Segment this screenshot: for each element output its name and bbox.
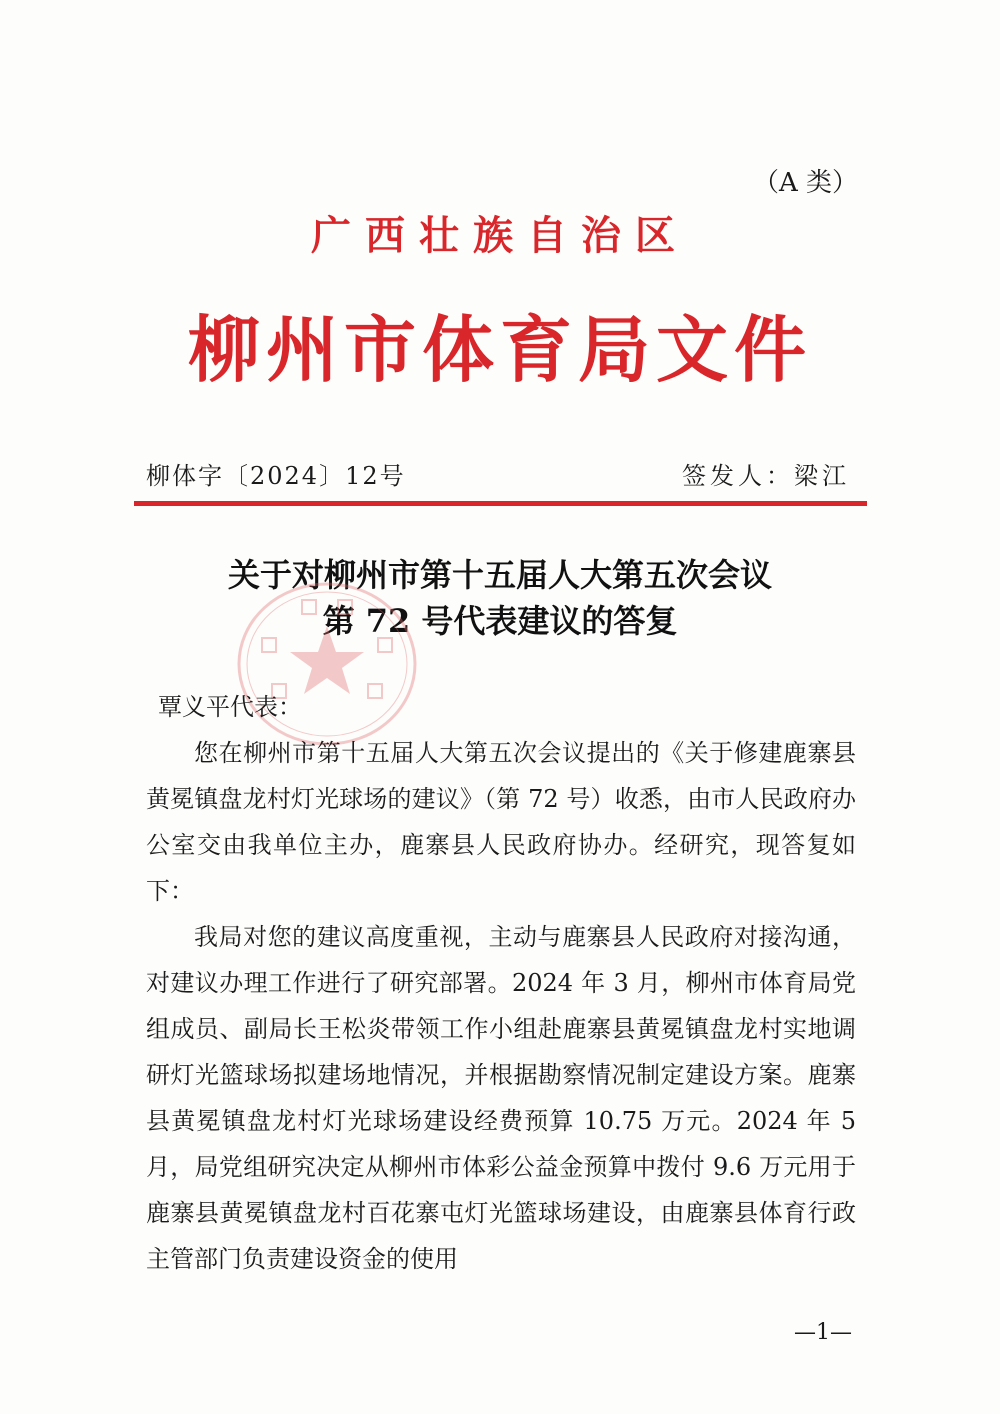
signer: 签发人：梁江: [682, 462, 850, 490]
document-body: [146, 684, 856, 1282]
issuer-region: 广西壮族自治区: [311, 212, 689, 259]
document-number: 柳体字〔2024〕12号: [146, 462, 406, 490]
body-paragraph: 您在柳州市第十五届人大第五次会议提出的《关于修建鹿寨县黄冕镇盘龙村灯光球场的建议》（第 72 号）收悉，由市人民政府办公室交由我单位主办，鹿寨县人民政府协办。经研究，现答复如下：: [146, 739, 856, 905]
red-divider: [134, 501, 867, 506]
title-line-1: 关于对柳州市第十五届人大第五次会议: [227, 556, 772, 594]
document-category: （A 类）: [752, 168, 858, 198]
page-number: —1—: [794, 1320, 852, 1345]
salutation: 覃义平代表：: [158, 693, 302, 721]
issuer-name: 柳州市体育局文件: [187, 307, 812, 392]
document-title: [0, 552, 1000, 644]
body-paragraph: 我局对您的建议高度重视，主动与鹿寨县人民政府对接沟通，对建议办理工作进行了研究部署。2024 年 3 月，柳州市体育局党组成员、副局长王松炎带领工作小组赴鹿寨县黄冕镇盘龙村实地调研灯光篮球场拟建场地情况，并根据勘察情况制定建设方案。鹿寨县黄冕镇盘龙村灯光球场建设经费预算 10.75 万元。2024 年 5 月，局党组研究决定从柳州市体彩公益金预算中拨付 9.6 万元用于鹿寨县黄冕镇盘龙村百花寨屯灯光篮球场建设，由鹿寨县体育行政主管部门负责建设资金的使用: [146, 923, 856, 1273]
title-line-2: 第 72 号代表建议的答复: [322, 602, 678, 640]
